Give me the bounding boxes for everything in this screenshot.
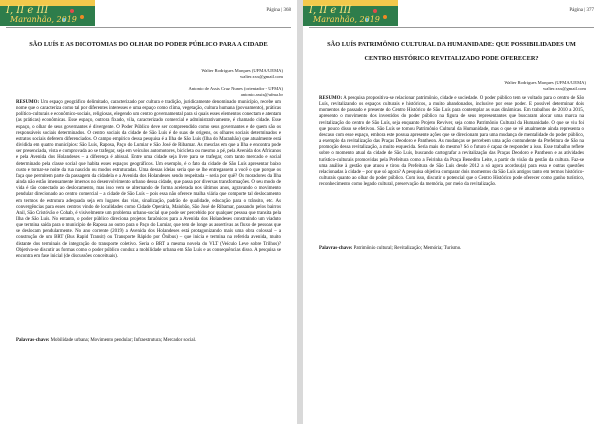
author-name: Walter Rodrigues Marques (UFMA/UEMA) (504, 80, 586, 85)
author-name: Walter Rodrigues Marques (UFMA/UEMA) (201, 68, 283, 73)
keywords-text: Patrimônio cultural; Revitalização; Memória; Turismo. (353, 246, 462, 251)
advisor-email: antonio.assis@ufma.br (240, 92, 283, 97)
keywords (319, 246, 584, 252)
page-header (303, 0, 600, 26)
page-number: Página | 377 (569, 8, 594, 13)
page-header (0, 0, 297, 26)
advisor-name: Antonio de Assis Cruz Nunes (orientador - UFMA) (188, 86, 283, 91)
author-block (83, 68, 283, 98)
abstract-label: RESUMO: (16, 100, 40, 105)
author-block (386, 80, 586, 92)
banner-line-2: Maranhão, 2019 (313, 15, 380, 24)
keywords-label: Palavras-chave: (16, 338, 50, 343)
author-email: walter.xxx@gmail.com (542, 86, 586, 91)
keywords-text: Mobilidade urbana; Movimento pendular; Infraestrutura; Mercador social. (50, 338, 197, 343)
banner-line-1: I, II e III (309, 5, 352, 16)
header-divider (309, 27, 594, 28)
event-banner-logo (303, 0, 398, 26)
banner-line-2: Maranhão, 2019 (10, 15, 77, 24)
page-number: Página | 368 (266, 8, 291, 13)
abstract (319, 96, 584, 188)
abstract-text: Um espaço geográfico delimitado, caracterizado por cultura e tradição, juridicamente denominado município, recebe um nome que o caracteriza como tal por diferentes interesses e uma espaço como clima, vegetação, cultura humana (povoamento), práticas político-culturais e econômico-sociais, religiosas, elegendo um centro governamental para si quais esses elementos conectam e atentam (as práticas) econômicas. Esse espaço, outrora fixado, vila, caracterizado comercial e administrativamente, é chamado cidade. Esse espaço, o olhar de seus governantes é divergente. O Poder Público deve ser compreendido como seus governantes e de quem são os responsáveis sociais determinados. O centro sociais da cidade de São Luís é de suas de origens, os olhares sociais determinados e estratos sociais deferem diferenciados. O campo empírico dessa pesquisa é a Ilha de São Luís (Ilha do Maranhão) que atualmente está dividida em quatro municípios: São Luís, Raposa, Paço do Lumiar e São José de Ribamar. As mesclas em que a Ilha e encontra pode ser presenciada, vista e comprovada ao se trafegar, seja em veículos automotores, bicicleta ou mesmo a pé, pela Avenida dos Africanos e pela Avenida dos Holandeses – a diferença é abissal. Entre uma cidade seja livre para se trafegar, com tanto mercado e social determinado pela classe social que habita esses espaços geográficos. Um exemplo, é o fato da cidade de São Luís apresentar baixo custo e tornar-se noite da rua nascido ou modos estruturadas. Uma dessas ideias seria que se lhe entregassem a você o que porque os faça que permitem parte da passagem da cidadela e a Avenida dos Holandeses sendo respeitada – seria por quê? Os moradores da Ilha ainda não estão imensamente imersos no desenvolvimento urbano dessa cidade, que passa por diversas transformações. O seu modo de vida é tão conectado ao deslocamento, mas isso vem se alternando de forma acelerada nos últimos anos, agravando o movimento pendular direcionado ao centro comercial – a cidade de São Luís – pois essa não oferece malha viária que comporte tal deslocamento em termos de estrutura adequada seja em lugares das vias, sinalização, padrão de qualidade, educação para o trânsito, etc. As convergências para esses centros vindo de localidades como Cidade Operária, Maiobão, São José de Ribamar, passando pelos bairros Anil, São Cristóvão e Cohab, é visivelmente um problema urbano-social que pode ser percebido por qualquer pessoa que transita pela Ilha de São Luís. No entanto, o poder público direciona projetos faraônicos para a Avenida dos Holandeses construindo um viaduto que termina saída para o município de Raposa ao outro para o Paço do Lumiar, que tem de longe as assertivas as fluxo de pessoas que se deslocam pendularmente. No ano corrente (2019) a Avenida dos Holandeses está protagonizando mais uma obra colossal – a construção de um BRT (Bus Rapid Transit) ou Transporte Rápido por Ônibus) – que inicia e termina na referida avenida, muito distante dos terminais de integração do transporte coletivo. Seria o BRT a mesma novela do VLT (Veículo Leve sobre Trilhos)? Objetiva-se discutir as formas como o poder público conduz a mobilidade urbana em São Luís e as consequências disso. A pesquisa se encontra em fase inicial (de discussões conceituais). (16, 100, 281, 259)
paper-title: SÃO LUÍS PATRIMÔNIO CULTURAL DA HUMANIDADE: QUE POSSIBILIDADES UM CENTRO HISTÓRICO REVITALIZADO PODE OFERECER? (327, 41, 576, 62)
keywords-label: Palavras-chave: (319, 246, 353, 251)
header-divider (6, 27, 291, 28)
abstract-label: RESUMO: (319, 96, 343, 101)
document-page-right (303, 0, 600, 424)
author-email: walter.xxx@gmail.com (239, 74, 283, 79)
abstract (16, 100, 281, 260)
keywords (16, 338, 281, 344)
banner-line-1: I, II e III (6, 5, 49, 16)
event-banner-logo (0, 0, 95, 26)
abstract-text: A pesquisa propositiva-se relacionar patrimônio, cidade e sociedade. O poder público tem se voltado para o centro de São Luís, revitalizando os espaços culturais e históricos, a muito abandonados, inclusive por esse poder. E possível determinar dois momentos de passado e presente do Centro Histórico de São Luís para contemplar as suas dinâmicas. Em trabalhos de 2010 a 2015, apresento o movimento dos investidos do poder público na figura de seus representantes que buscaram alocar uma marca na revitalização do centro de São Luís, seja enquanto Projeto Reviver, seja como Patrimônio Cultural da Humanidade. O que se viu foi que pouco disso se efetivou. São Luís se tornou Patrimônio Cultural da Humanidade, mas o que se vê atualmente ainda representa o descaso com esse espaço, embora este possua apresente ações que se direcionam para uma mudança de mentalidade do poder público, a exemplo da revitalização das Praças Deodoro e Pantheon. As mudanças se percebem uma ação contundente da Prefeitura de São na promoção dessa revitalização, a muito esquecida. Seria mais do mesmo? Só o futuro é capaz de responder a isso. Esse trabalho reflete sobre o momento atual da cidade de São Luís, buscando cartografar a revitalização das Praças Deodoro e Pantheon e as atividades turístico-culturais promovidas pela Prefeitura como a Feirinha da Praça Benedito Leite, a partir do visão da gestão da cultura. Faz-se uma análise à gestão que atuou e tirou da Prefeitura de São Luís desde 2012 a só agora acordou(a) para essa e outras questões relacionadas à cidade – por que só agora? A pesquisa objetiva comparar dois momentos da São Luís antigos tanto em termos histórico-culturais quanto ao olhar do poder público. Com isso, discutir o potencial que o Centro Histórico pode oferecer como ganho turístico, reconhecimento como legado cultural, preservação da memória, por meio da revitalização. (319, 96, 585, 188)
paper-title: SÃO LUÍS E AS DICOTOMIAS DO OLHAR DO PODER PÚBLICO PARA A CIDADE (29, 41, 268, 48)
document-page-left (0, 0, 297, 424)
